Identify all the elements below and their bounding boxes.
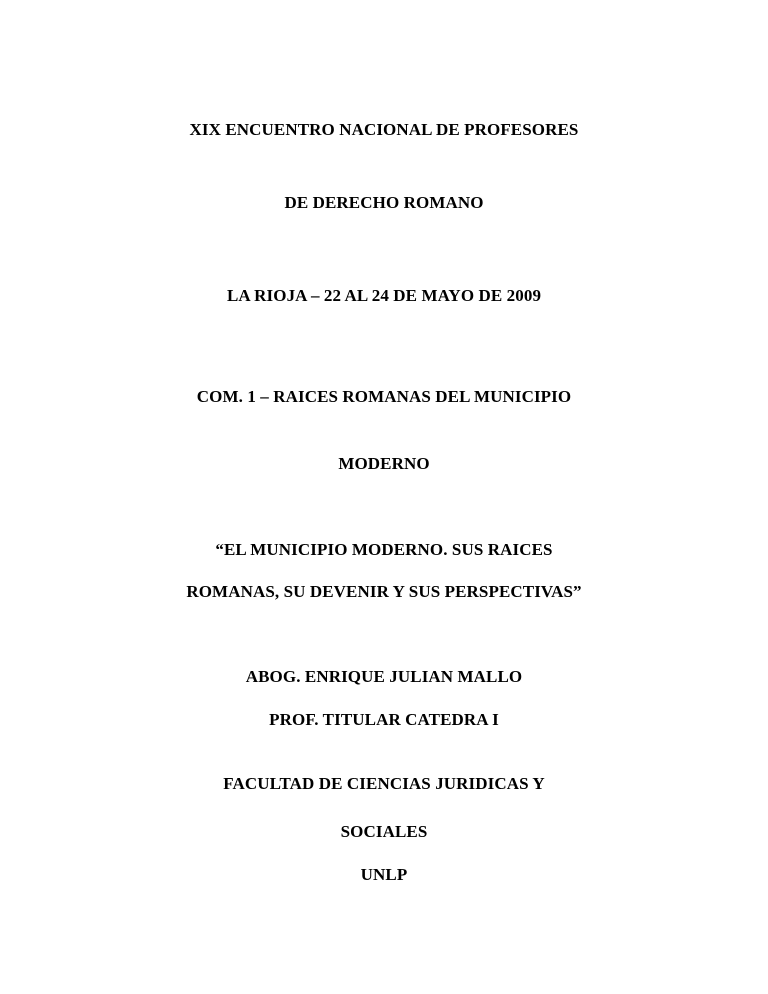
institution-line-2: SOCIALES — [340, 822, 428, 841]
event-place-date: LA RIOJA – 22 AL 24 DE MAYO DE 2009 — [226, 286, 542, 305]
commission-line-1: COM. 1 – RAICES ROMANAS DEL MUNICIPIO — [196, 387, 572, 406]
event-title-line-1: XIX ENCUENTRO NACIONAL DE PROFESORES — [189, 120, 579, 139]
paper-title-line-1: “EL MUNICIPIO MODERNO. SUS RAICES — [215, 540, 553, 559]
author-position: PROF. TITULAR CATEDRA I — [269, 710, 499, 729]
paper-title-line-2: ROMANAS, SU DEVENIR Y SUS PERSPECTIVAS” — [186, 582, 582, 601]
institution-line-3: UNLP — [360, 865, 408, 884]
commission-line-2: MODERNO — [338, 454, 430, 473]
institution-line-1: FACULTAD DE CIENCIAS JURIDICAS Y — [223, 774, 545, 793]
event-title-line-2: DE DERECHO ROMANO — [284, 193, 484, 212]
author-name: ABOG. ENRIQUE JULIAN MALLO — [245, 667, 523, 686]
